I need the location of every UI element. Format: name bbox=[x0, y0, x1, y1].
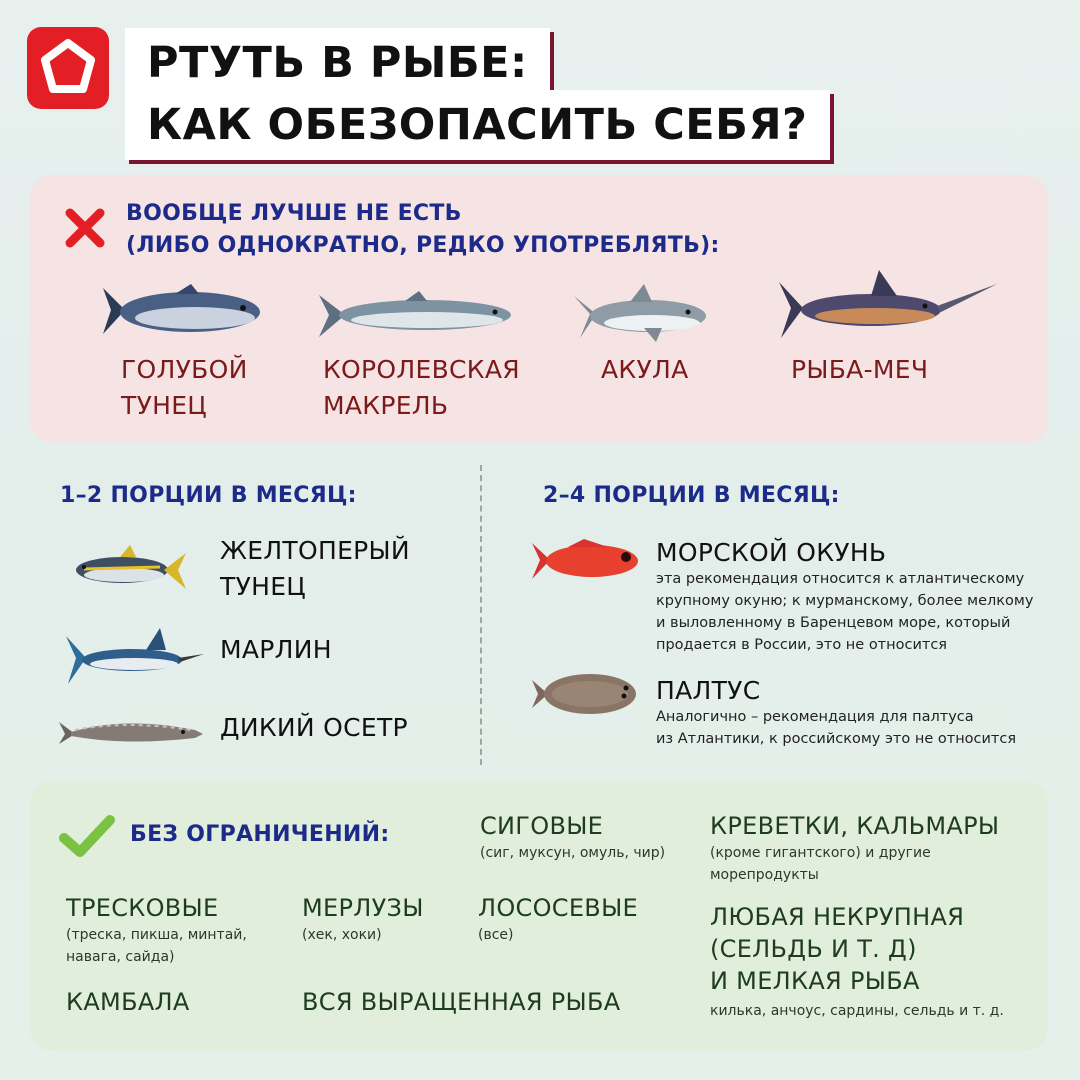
merluzy-title: МЕРЛУЗЫ bbox=[302, 894, 424, 922]
avoid-fish-1-line2: ТУНЕЦ bbox=[121, 391, 208, 420]
halibut-icon bbox=[528, 668, 643, 720]
redfish-name: МОРСКОЙ ОКУНЬ bbox=[656, 538, 887, 567]
treskovye-title: ТРЕСКОВЫЕ bbox=[66, 894, 219, 922]
sigovye-sub: (сиг, муксун, омуль, чир) bbox=[480, 845, 666, 861]
page-title-line2: КАК ОБЕЗОПАСИТЬ СЕБЯ? bbox=[125, 90, 830, 160]
small-fish-sub: килька, анчоус, сардины, сельдь и т. д. bbox=[710, 1003, 1004, 1019]
cross-icon bbox=[62, 205, 108, 251]
redfish-note bbox=[656, 568, 1033, 656]
avoid-heading bbox=[126, 198, 720, 262]
swordfish-icon bbox=[775, 268, 1000, 348]
pentagon-logo-icon bbox=[27, 27, 109, 109]
avoid-heading-line1: ВООБЩЕ ЛУЧШЕ НЕ ЕСТЬ bbox=[126, 201, 462, 226]
avoid-fish-1-name bbox=[121, 352, 248, 424]
yellowfin-tuna-icon bbox=[70, 545, 190, 595]
shrimp-title: КРЕВЕТКИ, КАЛЬМАРЫ bbox=[710, 812, 1000, 840]
small-fish-line2: (СЕЛЬДЬ И Т. Д) bbox=[710, 935, 917, 963]
monthly-2-4-heading: 2–4 ПОРЦИИ В МЕСЯЦ: bbox=[543, 483, 840, 508]
redfish-note-line3: и выловленному в Баренцевом море, который bbox=[656, 615, 1011, 631]
merluzy-sub: (хек, хоки) bbox=[302, 927, 382, 943]
kambala-title: КАМБАЛА bbox=[66, 988, 190, 1016]
small-fish-title bbox=[710, 901, 964, 997]
lososevye-sub: (все) bbox=[478, 927, 514, 943]
section-divider bbox=[480, 465, 482, 765]
avoid-heading-line2: (ЛИБО ОДНОКРАТНО, РЕДКО УПОТРЕБЛЯТЬ): bbox=[126, 233, 720, 258]
small-fish-line1: ЛЮБАЯ НЕКРУПНАЯ bbox=[710, 903, 965, 931]
lososevye-title: ЛОСОСЕВЫЕ bbox=[478, 894, 639, 922]
avoid-fish-2-line1: КОРОЛЕВСКАЯ bbox=[323, 355, 520, 384]
yellowfin-tuna-line1: ЖЕЛТОПЕРЫЙ bbox=[220, 536, 410, 565]
halibut-note-line1: Аналогично – рекомендация для палтуса bbox=[656, 709, 974, 725]
yellowfin-tuna-name bbox=[220, 533, 410, 605]
sturgeon-icon bbox=[55, 710, 205, 752]
avoid-fish-2-name bbox=[323, 352, 520, 424]
sturgeon-name: ДИКИЙ ОСЕТР bbox=[220, 713, 408, 742]
avoid-fish-4-name: РЫБА-МЕЧ bbox=[791, 355, 929, 384]
brand-logo bbox=[27, 27, 109, 109]
shrimp-sub-line2: морепродукты bbox=[710, 867, 819, 883]
page-title-line1: РТУТЬ В РЫБЕ: bbox=[125, 28, 550, 98]
marlin-name: МАРЛИН bbox=[220, 635, 332, 664]
farmed-fish-title: ВСЯ ВЫРАЩЕННАЯ РЫБА bbox=[302, 988, 621, 1016]
redfish-note-line4: продается в России, это не относится bbox=[656, 637, 948, 653]
redfish-note-line2: крупному окуню; к мурманскому, более мелкому bbox=[656, 593, 1034, 609]
sigovye-title: СИГОВЫЕ bbox=[480, 812, 604, 840]
shark-icon bbox=[570, 282, 710, 344]
shrimp-sub-line1: (кроме гигантского) и другие bbox=[710, 845, 931, 861]
avoid-fish-2-line2: МАКРЕЛЬ bbox=[323, 391, 449, 420]
yellowfin-tuna-line2: ТУНЕЦ bbox=[220, 572, 307, 601]
halibut-note-line2: из Атлантики, к российскому это не относится bbox=[656, 731, 1017, 747]
monthly-1-2-heading: 1–2 ПОРЦИИ В МЕСЯЦ: bbox=[60, 483, 357, 508]
shrimp-sub bbox=[710, 842, 931, 886]
treskovye-sub-line1: (треска, пикша, минтай, bbox=[66, 927, 247, 943]
treskovye-sub-line2: навага, сайда) bbox=[66, 949, 175, 965]
marlin-icon bbox=[62, 626, 207, 688]
halibut-note bbox=[656, 706, 1016, 750]
redfish-icon bbox=[528, 535, 643, 585]
halibut-name: ПАЛТУС bbox=[656, 676, 761, 705]
avoid-fish-1-line1: ГОЛУБОЙ bbox=[121, 355, 248, 384]
treskovye-sub bbox=[66, 924, 247, 968]
unlimited-heading: БЕЗ ОГРАНИЧЕНИЙ: bbox=[130, 822, 390, 847]
check-icon bbox=[58, 812, 116, 860]
small-fish-line3: И МЕЛКАЯ РЫБА bbox=[710, 967, 920, 995]
king-mackerel-icon bbox=[315, 285, 515, 345]
avoid-fish-3-name: АКУЛА bbox=[601, 355, 689, 384]
redfish-note-line1: эта рекомендация относится к атлантическому bbox=[656, 571, 1025, 587]
bluefin-tuna-icon bbox=[95, 280, 265, 340]
